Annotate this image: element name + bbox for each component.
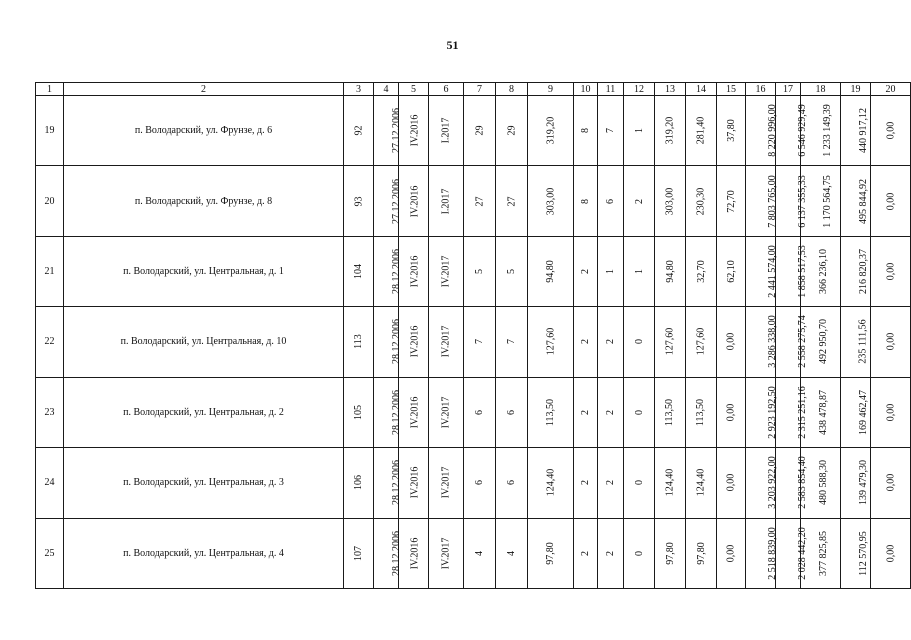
cell-value: 235 111,56 xyxy=(857,319,869,365)
value-cell xyxy=(344,307,374,377)
value-cell xyxy=(686,166,717,236)
value-cell xyxy=(374,307,402,377)
value-cell xyxy=(841,307,871,377)
table-row xyxy=(36,307,911,377)
cell-value: IV.2017 xyxy=(440,396,452,429)
cell-value: 440 917,12 xyxy=(858,108,869,154)
cell-value: 113,50 xyxy=(695,398,707,426)
value-cell xyxy=(399,166,429,236)
table-row xyxy=(36,166,911,236)
value-cell xyxy=(871,448,911,518)
value-cell xyxy=(776,448,808,518)
cell-value: 1 xyxy=(633,128,645,134)
value-cell xyxy=(624,307,655,377)
value-cell xyxy=(429,377,464,447)
value-cell xyxy=(399,307,429,377)
table-row xyxy=(36,377,911,447)
row-number-cell: 23 xyxy=(36,377,64,447)
cell-value: IV.2016 xyxy=(409,326,421,358)
cell-value: 27 xyxy=(506,196,517,207)
cell-value: 124,40 xyxy=(695,469,707,497)
cell-value: IV.2016 xyxy=(409,185,421,218)
value-cell xyxy=(496,236,528,306)
address-cell: п. Володарский, ул. Центральная, д. 1 xyxy=(64,236,344,306)
cell-value: 7 xyxy=(506,339,517,345)
value-cell xyxy=(429,166,464,236)
value-cell xyxy=(624,448,655,518)
cell-value: 6 xyxy=(474,480,485,486)
cell-value: 6 xyxy=(506,409,517,415)
value-cell xyxy=(528,307,574,377)
value-cell xyxy=(624,377,655,447)
cell-value: 303,00 xyxy=(664,187,676,215)
cell-value: 2 xyxy=(605,409,616,415)
cell-value: 7 xyxy=(605,128,616,134)
cell-value: 0 xyxy=(633,409,645,415)
cell-value: 6 xyxy=(474,409,485,415)
value-cell xyxy=(399,96,429,166)
column-number-header: 14 xyxy=(686,83,717,96)
cell-value: 8 220 996,00 xyxy=(766,104,778,157)
cell-value: 62,10 xyxy=(725,260,737,283)
cell-value: 113,50 xyxy=(664,398,676,426)
column-number-header: 7 xyxy=(464,83,496,96)
value-cell xyxy=(528,96,574,166)
value-cell xyxy=(399,518,429,588)
cell-value: 2 315 251,16 xyxy=(796,386,808,439)
cell-value: IV.2016 xyxy=(409,114,421,147)
cell-value: 2 xyxy=(580,550,591,556)
value-cell xyxy=(746,236,776,306)
cell-value: 0,00 xyxy=(885,192,896,210)
column-number-header: 18 xyxy=(801,83,841,96)
column-number-header: 1 xyxy=(36,83,64,96)
value-cell xyxy=(717,377,746,447)
column-number-header: 15 xyxy=(717,83,746,96)
cell-value: 113 xyxy=(352,334,364,350)
cell-value: 104 xyxy=(353,264,364,280)
value-cell xyxy=(496,307,528,377)
cell-value: 2 xyxy=(580,339,591,345)
cell-value: 106 xyxy=(353,475,364,491)
value-cell xyxy=(624,96,655,166)
column-number-header: 6 xyxy=(429,83,464,96)
value-cell xyxy=(686,236,717,306)
value-cell xyxy=(871,307,911,377)
value-cell xyxy=(655,307,686,377)
column-number-header: 20 xyxy=(871,83,911,96)
value-cell xyxy=(746,166,776,236)
table-row xyxy=(36,236,911,306)
cell-value: 105 xyxy=(353,404,364,420)
cell-value: 0,00 xyxy=(885,403,896,422)
cell-value: 93 xyxy=(353,196,364,207)
cell-value: 127,60 xyxy=(695,328,707,356)
column-number-header: 12 xyxy=(624,83,655,96)
cell-value: 230,30 xyxy=(695,187,707,215)
value-cell xyxy=(344,448,374,518)
value-cell xyxy=(598,236,624,306)
value-cell xyxy=(374,448,402,518)
column-number-header: 19 xyxy=(841,83,871,96)
address-cell: п. Володарский, ул. Центральная, д. 2 xyxy=(64,377,344,447)
value-cell xyxy=(655,448,686,518)
cell-value: 2 583 854,40 xyxy=(796,456,808,510)
cell-value: 480 588,30 xyxy=(818,460,829,506)
value-cell xyxy=(776,236,808,306)
cell-value: IV.2017 xyxy=(440,466,452,499)
value-cell xyxy=(746,448,776,518)
value-cell xyxy=(624,166,655,236)
cell-value: 1 170 564,75 xyxy=(821,174,833,228)
value-cell xyxy=(871,166,911,236)
value-cell xyxy=(841,236,871,306)
column-number-header: 4 xyxy=(374,83,399,96)
value-cell xyxy=(574,236,598,306)
value-cell xyxy=(429,236,464,306)
value-cell xyxy=(344,377,374,447)
cell-value: 2 xyxy=(633,198,645,204)
cell-value: 2 518 839,00 xyxy=(766,527,778,580)
cell-value: IV.2016 xyxy=(409,466,421,499)
value-cell xyxy=(598,307,624,377)
cell-value: 2 xyxy=(605,480,616,486)
value-cell xyxy=(655,518,686,588)
value-cell xyxy=(776,307,808,377)
cell-value: IV.2017 xyxy=(440,255,452,288)
value-cell xyxy=(429,448,464,518)
value-cell xyxy=(496,377,528,447)
cell-value: 97,80 xyxy=(545,542,556,565)
value-cell xyxy=(776,518,808,588)
value-cell xyxy=(344,236,374,306)
cell-value: 319,20 xyxy=(545,116,556,145)
cell-value: 28.12.2006 xyxy=(391,460,402,506)
value-cell xyxy=(598,448,624,518)
value-cell xyxy=(717,166,746,236)
cell-value: 4 xyxy=(506,550,517,556)
value-cell xyxy=(717,96,746,166)
cell-value: 1 858 517,53 xyxy=(796,245,808,298)
column-number-header: 8 xyxy=(496,83,528,96)
value-cell xyxy=(574,518,598,588)
value-cell xyxy=(374,236,402,306)
row-number-cell: 19 xyxy=(36,96,64,166)
cell-value: 3 286 338,00 xyxy=(766,315,778,369)
cell-value: 2 441 574,00 xyxy=(766,245,778,298)
value-cell xyxy=(655,377,686,447)
value-cell xyxy=(655,96,686,166)
cell-value: 27 xyxy=(474,196,485,207)
cell-value: 27.12.2006 xyxy=(391,108,402,154)
cell-value: 32,70 xyxy=(695,260,707,283)
row-number-cell: 21 xyxy=(36,236,64,306)
row-number-cell: 25 xyxy=(36,518,64,588)
cell-value: 495 844,92 xyxy=(858,178,869,224)
value-cell xyxy=(746,377,776,447)
value-cell xyxy=(841,377,871,447)
value-cell xyxy=(496,448,528,518)
value-cell xyxy=(598,518,624,588)
cell-value: 2 xyxy=(580,480,591,486)
column-number-header: 13 xyxy=(655,83,686,96)
cell-value: 28.12.2006 xyxy=(391,249,402,295)
value-cell xyxy=(528,518,574,588)
cell-value: 366 236,10 xyxy=(818,249,829,295)
cell-value: 127,60 xyxy=(545,328,556,356)
cell-value: 0 xyxy=(633,480,645,486)
cell-value: IV.2017 xyxy=(440,326,452,358)
value-cell xyxy=(686,96,717,166)
cell-value: 4 xyxy=(474,550,485,556)
row-number-cell: 20 xyxy=(36,166,64,236)
value-cell xyxy=(746,518,776,588)
value-cell xyxy=(399,377,429,447)
cell-value: 2 558 275,74 xyxy=(796,315,808,369)
cell-value: 2 xyxy=(605,339,616,345)
value-cell xyxy=(574,377,598,447)
value-cell xyxy=(528,166,574,236)
cell-value: 5 xyxy=(506,269,517,275)
cell-value: 319,20 xyxy=(664,116,676,145)
column-number-header: 17 xyxy=(776,83,801,96)
column-number-header: 3 xyxy=(344,83,374,96)
cell-value: 0,00 xyxy=(725,474,737,492)
value-cell xyxy=(496,166,528,236)
value-cell xyxy=(464,96,496,166)
value-cell xyxy=(598,166,624,236)
value-cell xyxy=(776,96,808,166)
cell-value: 7 803 765,00 xyxy=(766,174,778,228)
value-cell xyxy=(496,96,528,166)
cell-value: 6 xyxy=(506,480,517,486)
cell-value: IV.2016 xyxy=(409,255,421,288)
value-cell xyxy=(344,166,374,236)
cell-value: 2 xyxy=(580,269,591,275)
value-cell xyxy=(746,96,776,166)
value-cell xyxy=(574,307,598,377)
value-cell xyxy=(464,236,496,306)
cell-value: 0,00 xyxy=(885,121,896,140)
cell-value: 6 546 929,49 xyxy=(796,104,808,157)
cell-value: 0 xyxy=(633,550,645,556)
value-cell xyxy=(841,96,871,166)
value-cell xyxy=(717,448,746,518)
cell-value: 28.12.2006 xyxy=(391,530,402,576)
cell-value: 438 478,87 xyxy=(818,389,829,435)
value-cell xyxy=(528,448,574,518)
value-cell xyxy=(374,166,402,236)
value-cell xyxy=(776,377,808,447)
cell-value: IV.2017 xyxy=(440,537,452,570)
column-number-header: 2 xyxy=(64,83,344,96)
housing-register-table xyxy=(35,82,911,589)
cell-value: 0,00 xyxy=(725,544,737,563)
value-cell xyxy=(429,518,464,588)
cell-value: 303,00 xyxy=(545,187,556,215)
cell-value: 27.12.2006 xyxy=(391,178,402,224)
table-row xyxy=(36,518,911,588)
value-cell xyxy=(496,518,528,588)
value-cell xyxy=(717,236,746,306)
cell-value: 2 xyxy=(605,550,616,556)
column-number-row xyxy=(36,83,911,96)
cell-value: I.2017 xyxy=(440,117,452,144)
value-cell xyxy=(464,377,496,447)
cell-value: I.2017 xyxy=(440,188,452,215)
value-cell xyxy=(624,236,655,306)
cell-value: 7 xyxy=(474,339,485,345)
value-cell xyxy=(574,166,598,236)
column-number-header: 11 xyxy=(598,83,624,96)
cell-value: 3 203 922,00 xyxy=(766,456,778,510)
cell-value: 29 xyxy=(506,125,517,136)
value-cell xyxy=(717,518,746,588)
value-cell xyxy=(841,518,871,588)
value-cell xyxy=(686,377,717,447)
value-cell xyxy=(686,307,717,377)
cell-value: 169 462,47 xyxy=(858,389,869,435)
value-cell xyxy=(344,518,374,588)
value-cell xyxy=(841,448,871,518)
value-cell xyxy=(686,518,717,588)
cell-value: 0,00 xyxy=(885,544,896,563)
cell-value: 29 xyxy=(474,125,485,136)
cell-value: 492 950,70 xyxy=(818,319,829,365)
cell-value: 216 820,37 xyxy=(858,249,869,295)
address-cell: п. Володарский, ул. Центральная, д. 3 xyxy=(64,448,344,518)
row-number-cell: 24 xyxy=(36,448,64,518)
value-cell xyxy=(374,518,402,588)
cell-value: 94,80 xyxy=(664,260,676,283)
cell-value: 97,80 xyxy=(695,542,707,565)
cell-value: 124,40 xyxy=(545,469,556,497)
value-cell xyxy=(871,236,911,306)
value-cell xyxy=(871,377,911,447)
cell-value: 139 479,30 xyxy=(858,460,869,506)
value-cell xyxy=(574,96,598,166)
cell-value: 281,40 xyxy=(695,116,707,145)
value-cell xyxy=(464,307,496,377)
cell-value: 28.12.2006 xyxy=(391,389,402,435)
value-cell xyxy=(528,236,574,306)
cell-value: 1 233 149,39 xyxy=(821,104,833,157)
value-cell xyxy=(776,166,808,236)
cell-value: 113,50 xyxy=(544,398,556,426)
cell-value: 8 xyxy=(580,198,591,204)
cell-value: 37,80 xyxy=(725,119,737,142)
cell-value: 2 028 442,20 xyxy=(796,527,808,580)
value-cell xyxy=(344,96,374,166)
value-cell xyxy=(746,307,776,377)
value-cell xyxy=(464,166,496,236)
value-cell xyxy=(871,518,911,588)
value-cell xyxy=(655,166,686,236)
cell-value: 127,60 xyxy=(664,328,676,356)
cell-value: 124,40 xyxy=(664,469,676,497)
value-cell xyxy=(717,307,746,377)
value-cell xyxy=(574,448,598,518)
cell-value: 72,70 xyxy=(725,189,737,213)
column-number-header: 5 xyxy=(399,83,429,96)
address-cell: п. Володарский, ул. Фрунзе, д. 8 xyxy=(64,166,344,236)
value-cell xyxy=(374,377,402,447)
value-cell xyxy=(598,96,624,166)
value-cell xyxy=(464,518,496,588)
cell-value: 1 xyxy=(605,269,616,275)
table-row xyxy=(36,448,911,518)
address-cell: п. Володарский, ул. Центральная, д. 4 xyxy=(64,518,344,588)
cell-value: 5 xyxy=(474,269,485,275)
address-cell: п. Володарский, ул. Центральная, д. 10 xyxy=(64,307,344,377)
value-cell xyxy=(528,377,574,447)
cell-value: 6 137 355,33 xyxy=(796,174,808,228)
value-cell xyxy=(399,448,429,518)
column-number-header: 10 xyxy=(574,83,598,96)
column-number-header: 16 xyxy=(746,83,776,96)
value-cell xyxy=(871,96,911,166)
cell-value: 0,00 xyxy=(725,403,737,422)
value-cell xyxy=(374,96,402,166)
cell-value: 92 xyxy=(353,125,364,136)
cell-value: 8 xyxy=(580,128,591,134)
cell-value: 0,00 xyxy=(885,262,896,281)
value-cell xyxy=(686,448,717,518)
cell-value: 0,00 xyxy=(885,333,896,351)
table-row xyxy=(36,96,911,166)
value-cell xyxy=(598,377,624,447)
value-cell xyxy=(399,236,429,306)
cell-value: 1 xyxy=(633,269,645,275)
cell-value: 0 xyxy=(633,339,645,345)
value-cell xyxy=(429,307,464,377)
cell-value: 2 923 192,50 xyxy=(766,386,778,439)
cell-value: IV.2016 xyxy=(409,396,421,429)
value-cell xyxy=(429,96,464,166)
column-number-header: 9 xyxy=(528,83,574,96)
cell-value: IV.2016 xyxy=(409,537,421,570)
row-number-cell: 22 xyxy=(36,307,64,377)
cell-value: 107 xyxy=(353,545,364,561)
value-cell xyxy=(655,236,686,306)
cell-value: 6 xyxy=(605,198,616,204)
cell-value: 94,80 xyxy=(545,260,556,283)
cell-value: 97,80 xyxy=(664,542,676,565)
cell-value: 112 570,95 xyxy=(857,530,869,576)
cell-value: 28.12.2006 xyxy=(391,319,402,365)
address-cell: п. Володарский, ул. Фрунзе, д. 6 xyxy=(64,96,344,166)
value-cell xyxy=(841,166,871,236)
cell-value: 0,00 xyxy=(885,474,896,492)
value-cell xyxy=(624,518,655,588)
page-number: 51 xyxy=(446,38,459,52)
cell-value: 2 xyxy=(580,409,591,415)
cell-value: 0,00 xyxy=(725,333,737,351)
cell-value: 377 825,85 xyxy=(818,530,829,576)
value-cell xyxy=(464,448,496,518)
